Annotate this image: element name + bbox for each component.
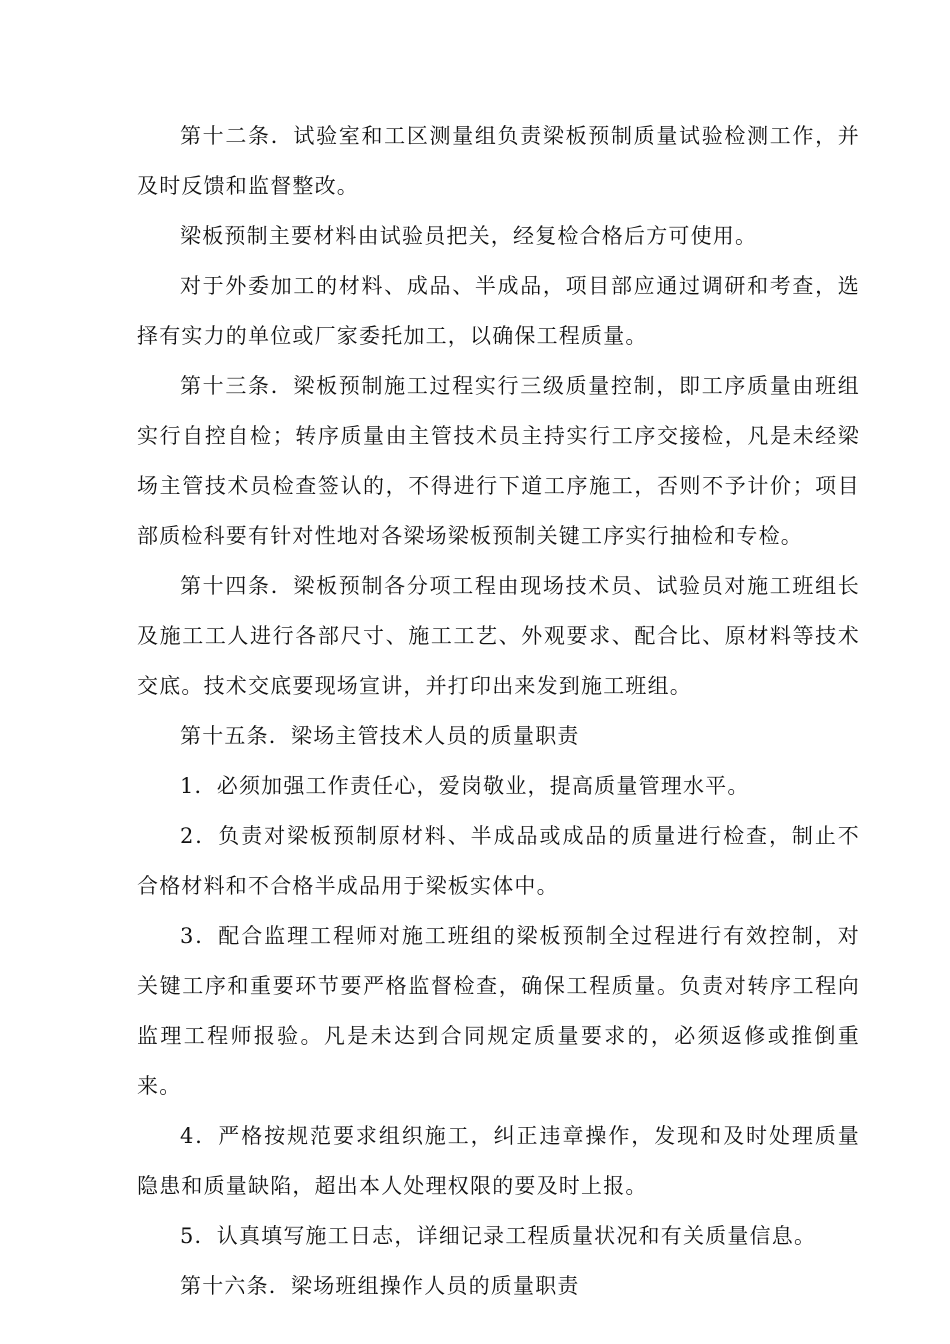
paragraph-duty-5: 5．认真填写施工日志，详细记录工程质量状况和有关质量信息。 bbox=[180, 1224, 817, 1248]
paragraph-article-14: 第十四条．梁板预制各分项工程由现场技术员、试验员对施工班组长及施工工人进行各部尺寸、施工工艺、外观要求、配合比、原材料等技术交底。技术交底要现场宣讲，并打印出来发到施工班组。 bbox=[137, 574, 860, 698]
paragraph-article-16-heading: 第十六条．梁场班组操作人员的质量职责 bbox=[180, 1274, 580, 1298]
paragraph-outsourcing: 对于外委加工的材料、成品、半成品，项目部应通过调研和考查，选择有实力的单位或厂家委托加工，以确保工程质量。 bbox=[137, 274, 860, 348]
paragraph-duty-3: 3．配合监理工程师对施工班组的梁板预制全过程进行有效控制，对关键工序和重要环节要严格监督检查，确保工程质量。负责对转序工程向监理工程师报验。凡是未达到合同规定质量要求的，必须返修或推倒重来。 bbox=[137, 924, 860, 1098]
paragraph-duty-2: 2．负责对梁板预制原材料、半成品或成品的质量进行检查，制止不合格材料和不合格半成品用于梁板实体中。 bbox=[137, 824, 860, 898]
paragraph-article-15-heading: 第十五条．梁场主管技术人员的质量职责 bbox=[180, 724, 580, 748]
paragraph-material-check: 梁板预制主要材料由试验员把关，经复检合格后方可使用。 bbox=[180, 224, 758, 248]
paragraph-article-13: 第十三条．梁板预制施工过程实行三级质量控制，即工序质量由班组实行自控自检；转序质量由主管技术员主持实行工序交接检，凡是未经梁场主管技术员检查签认的，不得进行下道工序施工，否则不予计价；项目部质检科要有针对性地对各梁场梁板预制关键工序实行抽检和专检。 bbox=[137, 374, 860, 548]
document-body bbox=[137, 111, 860, 1311]
paragraph-duty-1: 1．必须加强工作责任心，爱岗敬业，提高质量管理水平。 bbox=[180, 774, 750, 798]
paragraph-article-12: 第十二条．试验室和工区测量组负责梁板预制质量试验检测工作，并及时反馈和监督整改。 bbox=[137, 124, 860, 198]
paragraph-duty-4: 4．严格按规范要求组织施工，纠正违章操作，发现和及时处理质量隐患和质量缺陷，超出本人处理权限的要及时上报。 bbox=[137, 1124, 860, 1198]
